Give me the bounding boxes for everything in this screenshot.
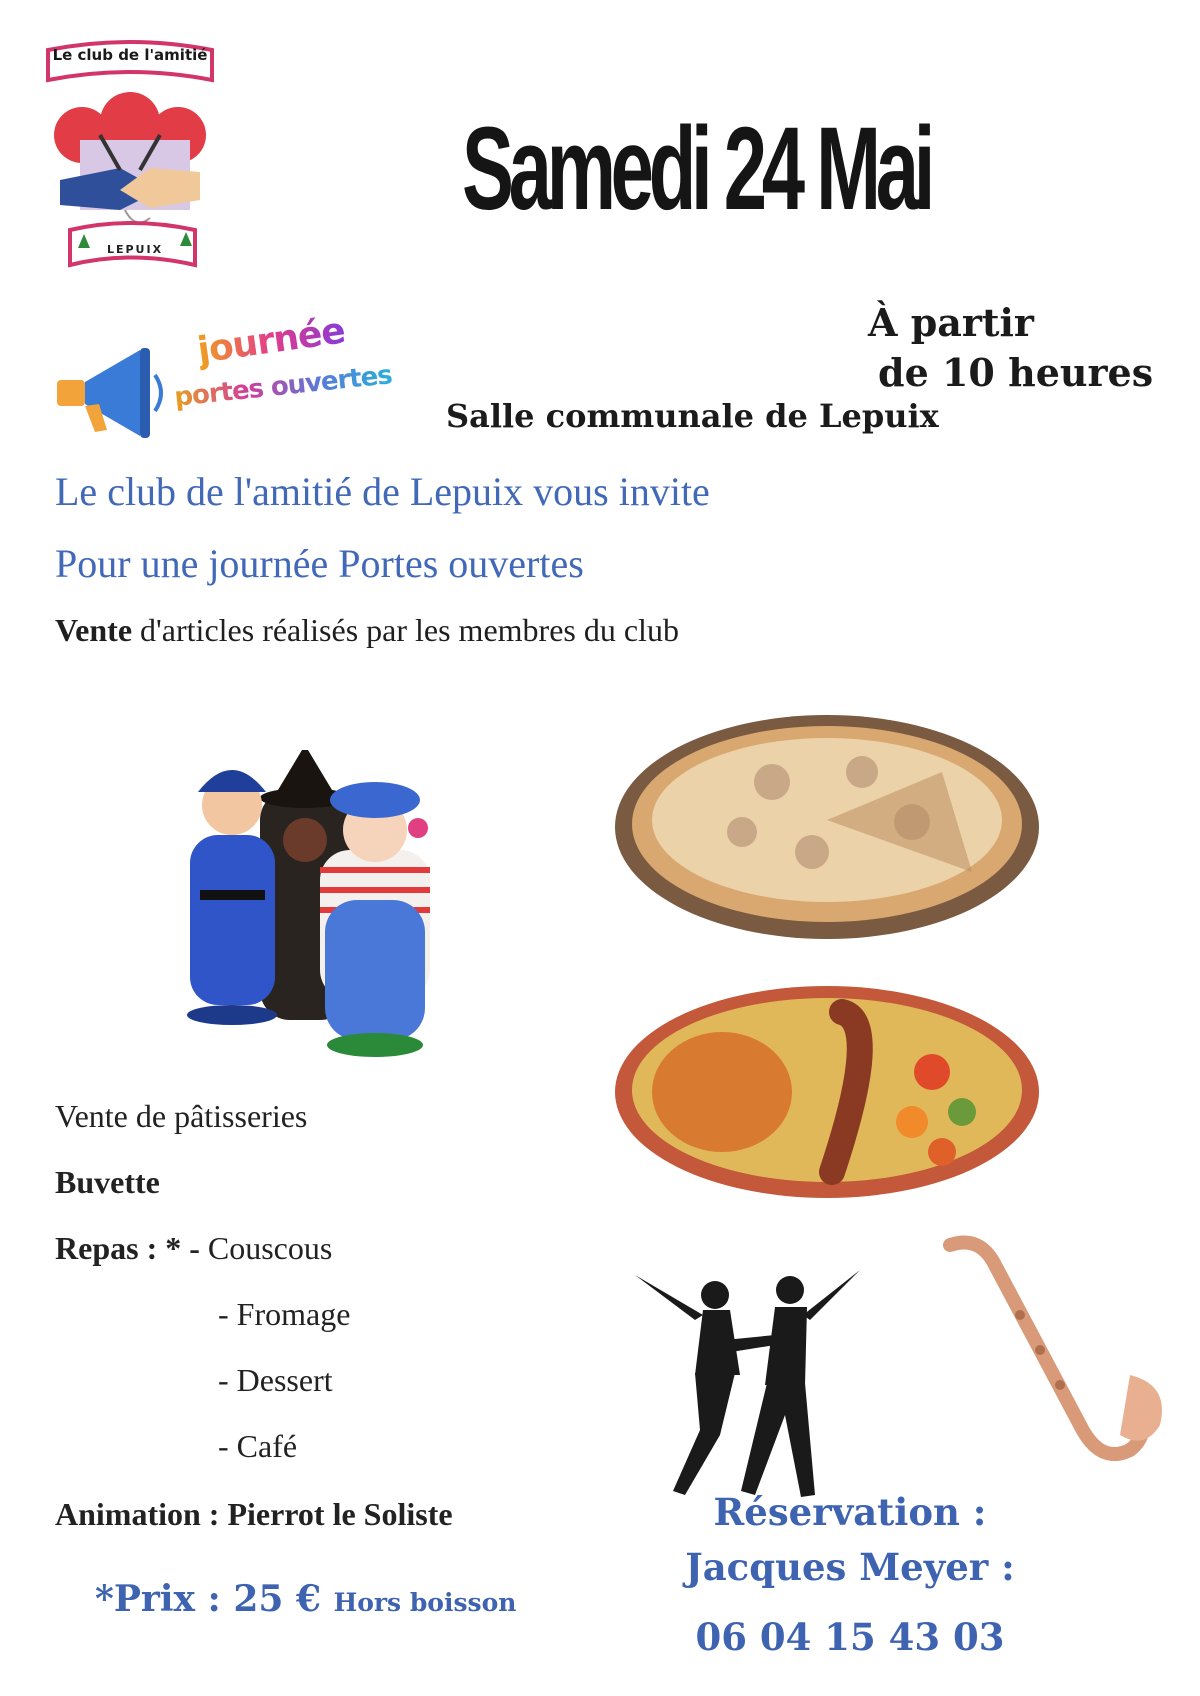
figurines-image [160, 750, 460, 1070]
menu-repas [55, 1230, 332, 1267]
reservation-phone[interactable]: 06 04 15 43 03 [695, 1615, 1005, 1659]
saxophone-image [940, 1235, 1170, 1505]
animation-text: Animation : Pierrot le Soliste [55, 1496, 453, 1532]
menu-item-fromage: - Fromage [218, 1296, 351, 1332]
price-note: Hors boisson [333, 1588, 517, 1617]
reservation-name: Jacques Meyer : [685, 1545, 1015, 1589]
price-main: *Prix : 25 € [95, 1578, 334, 1620]
sale-line [55, 612, 679, 649]
menu-buvette [55, 1164, 160, 1201]
logo-art [40, 40, 220, 300]
time-line2: de 10 heures [878, 350, 1154, 395]
menu-item-cafe: - Café [218, 1428, 298, 1464]
animation-line [55, 1496, 453, 1533]
sale-rest: d'articles réalisés par les membres du club [132, 612, 679, 648]
logo-subtitle: LEPUIX [106, 243, 164, 256]
open-day-line2: portes ouvertes [173, 360, 394, 413]
menu-item-dessert: - Dessert [218, 1362, 333, 1398]
menu-patisseries: Vente de pâtisseries [55, 1098, 308, 1134]
repas-label: Repas : * - [55, 1230, 208, 1266]
price [95, 1578, 516, 1620]
invite-line1: Le club de l'amitié de Lepuix vous invite [55, 469, 710, 514]
open-day-line1: journée [195, 310, 348, 372]
repas-first: Couscous [207, 1230, 333, 1266]
club-logo [40, 40, 220, 300]
sale-bold: Vente [55, 612, 133, 648]
dancers-image [625, 1265, 875, 1505]
buvette-label: Buvette [55, 1164, 160, 1200]
invite-line2: Pour une journée Portes ouvertes [55, 541, 584, 586]
venue: Salle communale de Lepuix [446, 397, 939, 435]
event-date: Samedi 24 Mai [462, 103, 931, 235]
logo-title: Le club de l'amitié [52, 46, 208, 64]
open-day-badge [55, 310, 400, 450]
couscous-image [612, 982, 1042, 1202]
tart-image [612, 712, 1042, 942]
time-line1: À partir [868, 300, 1034, 345]
megaphone-icon [55, 340, 185, 450]
reservation-label: Réservation : [713, 1490, 987, 1534]
